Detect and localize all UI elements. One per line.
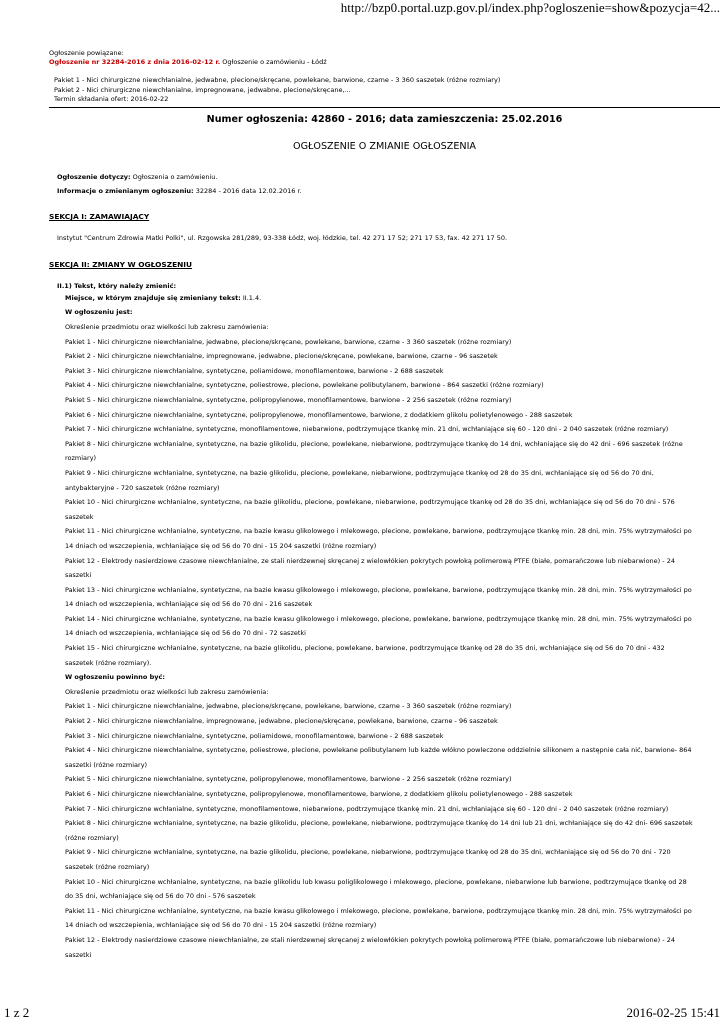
text-line: Pakiet 2 - Nici chirurgiczne niewchłanialne, impregnowane, jedwabne, plecione/skręcane, powlekane, barwione, czarne - 96 saszetek xyxy=(65,352,498,361)
text-line: Pakiet 2 - Nici chirurgiczne niewchłanialne, impregnowane, jedwabne, plecione/skręcane, powlekane, barwione, czarne - 96 saszetek xyxy=(65,717,498,726)
section-2-heading: SEKCJA II: ZMIANY W OGŁOSZENIU xyxy=(49,260,193,270)
text-line: Pakiet 13 - Nici chirurgiczne wchłanialne, syntetyczne, na bazie kwasu glikolowego i mlekowego, plecione, powlekane, barwione, podtrzymujące tkankę min. 28 dni, min. 75% wytrzymałości po xyxy=(65,585,692,594)
related-notice-line xyxy=(49,58,720,67)
text-line: Pakiet 11 - Nici chirurgiczne wchłanialne, syntetyczne, na bazie kwasu glikolowego i mlekowego, plecione, powlekane, barwione, podtrzymujące tkankę min. 28 dni, min. 75% wytrzymałości po xyxy=(65,906,692,915)
text-line: saszetek (różne rozmiary). xyxy=(65,658,152,667)
text-line: Pakiet 8 - Nici chirurgiczne wchłanialne, syntetyczne, na bazie glikolidu, plecione, powlekane, niebarwione, podtrzymujące tkankę do 14 dni lub 21 dni, wchłaniające się do 42 dni- 696 saszetek xyxy=(65,819,693,828)
changed-line xyxy=(57,185,720,199)
text-line: Pakiet 6 - Nici chirurgiczne niewchłanialne, syntetyczne, polipropylenowe, monofilamentowe, barwione, z dodatkiem glikolu polietylenowego - 288 saszetek xyxy=(65,790,573,799)
concerns-label: Ogłoszenie dotyczy: xyxy=(57,173,131,182)
section-1-heading: SEKCJA I: ZAMAWIAJĄCY xyxy=(49,212,150,222)
text-line: Pakiet 3 - Nici chirurgiczne niewchłanialne, syntetyczne, poliamidowe, monofilamentowe, barwione - 2 688 saszetek xyxy=(65,731,444,740)
text-line: Pakiet 12 - Elektrody nasierdziowe czasowe niewchłanialne, ze stali nierdzewnej skręcanej z wielowłókien pokrytych powłoką polimerową PTFE (białe, pomarańczowe lub niebarwione) - 24 xyxy=(65,935,675,944)
text-line: saszetki xyxy=(65,571,92,580)
text-line: saszetki (różne rozmiary) xyxy=(65,760,148,769)
related-notice-label: Ogłoszenie powiązane: xyxy=(49,49,124,57)
place-value: II.1.4. xyxy=(240,293,262,302)
text-line: Pakiet 1 - Nici chirurgiczne niewchłanialne, jedwabne, plecione/skręcane, powlekane, barwione, czarne - 3 360 saszetek (różne rozmiary) xyxy=(65,337,512,346)
is-label: W ogłoszeniu jest: xyxy=(65,308,133,317)
is-lines xyxy=(65,320,720,670)
text-line: Pakiet 14 - Nici chirurgiczne wchłanialne, syntetyczne, na bazie kwasu glikolowego i mlekowego, plecione, powlekane, barwione, podtrzymujące tkankę min. 28 dni, min. 75% wytrzymałości po xyxy=(65,614,692,623)
changed-value: 32284 - 2016 data 12.02.2016 r. xyxy=(193,186,302,195)
print-footer-datetime: 2016-02-25 15:41 xyxy=(626,1005,720,1020)
text-line: Pakiet 7 - Nici chirurgiczne wchłanialne, syntetyczne, monofilamentowe, niebarwione, podtrzymujące tkankę min. 21 dni, wchłaniające się 60 - 120 dni - 2 040 saszetek (różne rozmiary) xyxy=(65,425,669,434)
divider xyxy=(49,107,720,108)
changed-label: Informacje o zmienianym ogłoszeniu: xyxy=(57,186,194,195)
institution-info: Instytut "Centrum Zdrowia Matki Polki", ul. Rzgowska 281/289, 93-338 Łódź, woj. łódzkie, tel. 42 271 17 52; 271 17 53, fax. 42 271 17 50. xyxy=(57,234,508,243)
should-lines xyxy=(65,685,720,962)
text-line: Pakiet 5 - Nici chirurgiczne niewchłanialne, syntetyczne, polipropylenowe, monofilamentowe, barwione - 2 256 saszetek (różne rozmiary) xyxy=(65,775,512,784)
print-footer-page: 1 z 2 xyxy=(4,1005,30,1020)
text-line: Pakiet 1 - Nici chirurgiczne niewchłanialne, jedwabne, plecione/skręcane, powlekane, barwione, czarne - 3 360 saszetek (różne rozmiary) xyxy=(65,702,512,711)
related-package-line: Pakiet 1 - Nici chirurgiczne niewchłanialne, jedwabne, plecione/skręcane, powlekane, barwione, czarne - 3 360 saszetek (różne rozmiary) xyxy=(54,76,501,85)
concerns-line xyxy=(57,171,720,185)
text-line: Pakiet 12 - Elektrody nasierdziowe czasowe niewchłanialne, ze stali nierdzewnej skręcanej z wielowłókien pokrytych powłoką polimerową PTFE (białe, pomarańczowe lub niebarwione) - 24 xyxy=(65,556,675,565)
related-packages xyxy=(54,76,720,104)
text-line: Pakiet 4 - Nici chirurgiczne niewchłanialne, syntetyczne, poliestrowe, plecione, powlekane polibutylanem, barwione - 864 saszetki (różne rozmiary) xyxy=(65,381,544,390)
text-line: Pakiet 9 - Nici chirurgiczne wchłanialne, syntetyczne, na bazie glikolidu, plecione, powlekane, niebarwione, podtrzymujące tkankę od 28 do 35 dni, wchłaniające się od 56 do 70 dni, xyxy=(65,468,654,477)
text-line: Pakiet 8 - Nici chirurgiczne wchłanialne, syntetyczne, na bazie glikolidu, plecione, powlekane, niebarwione, podtrzymujące tkankę do 14 dni, wchłaniające się do 42 dni - 696 saszetek (różne xyxy=(65,439,683,448)
print-header-url: http://bzp0.portal.uzp.gov.pl/index.php?ogloszenie=show&pozycja=42... xyxy=(340,0,720,15)
place-line xyxy=(65,291,720,306)
should-label: W ogłoszeniu powinno być: xyxy=(65,673,165,682)
text-line: Pakiet 10 - Nici chirurgiczne wchłanialne, syntetyczne, na bazie glikolidu lub kwasu poliglikolowego i mlekowego, plecione, powlekane, niebarwione lub barwione, podtrzymujące tkankę od 28 xyxy=(65,877,687,886)
notice-about xyxy=(57,171,720,198)
text-line: (różne rozmiary) xyxy=(65,833,119,842)
section-2-subheading: II.1) Tekst, który należy zmienić: xyxy=(57,281,177,290)
related-notice-suffix: Ogłoszenie o zamówieniu - Łódź xyxy=(220,58,327,67)
related-notice-block xyxy=(49,49,720,104)
place-label: Miejsce, w którym znajduje się zmieniany tekst: xyxy=(65,293,241,302)
text-line: 14 dniach od wszczepienia, wchłaniające się od 56 do 70 dni - 216 saszetek xyxy=(65,600,313,609)
text-line: Określenie przedmiotu oraz wielkości lub zakresu zamówienia: xyxy=(65,323,269,332)
text-line: Pakiet 9 - Nici chirurgiczne wchłanialne, syntetyczne, na bazie glikolidu, plecione, powlekane, niebarwione, podtrzymujące tkankę od 28 do 35 dni, wchłaniające się od 56 do 70 dni - 720 xyxy=(65,848,671,857)
text-line: Pakiet 7 - Nici chirurgiczne wchłanialne, syntetyczne, monofilamentowe, niebarwione, podtrzymujące tkankę min. 21 dni, wchłaniające się 60 - 120 dni - 2 040 saszetek (różne rozmiary) xyxy=(65,804,669,813)
text-line: Pakiet 10 - Nici chirurgiczne wchłanialne, syntetyczne, na bazie glikolidu, plecione, powlekane, niebarwione, podtrzymujące tkankę od 28 do 35 dni, wchłaniające się od 56 do 70 dni - 576 xyxy=(65,498,675,507)
text-line: 14 dniach od wszczepienia, wchłaniające się od 56 do 70 dni - 15 204 saszetki (różne rozmiary) xyxy=(65,541,377,550)
change-text xyxy=(65,291,720,962)
text-line: Pakiet 15 - Nici chirurgiczne wchłanialne, syntetyczne, na bazie glikolidu, plecione, powlekane, barwione, podtrzymujące tkankę od 28 do 35 dni, wchłaniające się od 56 do 70 dni - 432 xyxy=(65,644,665,653)
text-line: rozmiary) xyxy=(65,454,97,463)
text-line: saszetek xyxy=(65,512,94,521)
notice-number: Numer ogłoszenia: 42860 - 2016; data zamieszczenia: 25.02.2016 xyxy=(206,114,563,126)
text-line: Pakiet 4 - Nici chirurgiczne niewchłanialne, syntetyczne, poliestrowe, plecione, powlekane polibutylanem lub każde włókno powleczone oddzielnie silikonem a następnie cała nić, barwione- 864 xyxy=(65,746,692,755)
text-line: Pakiet 5 - Nici chirurgiczne niewchłanialne, syntetyczne, polipropylenowe, monofilamentowe, barwione - 2 256 saszetek (różne rozmiary) xyxy=(65,395,512,404)
text-line: Pakiet 6 - Nici chirurgiczne niewchłanialne, syntetyczne, polipropylenowe, monofilamentowe, barwione, z dodatkiem glikolu polietylenowego - 288 saszetek xyxy=(65,410,573,419)
related-package-line: Pakiet 2 - Nici chirurgiczne niewchłanialne, impregnowane, jedwabne, plecione/skręcane,... xyxy=(54,85,351,94)
text-line: saszetki xyxy=(65,950,92,959)
related-notice-link[interactable]: Ogłoszenie nr 32284-2016 z dnia 2016-02-12 r. xyxy=(49,58,221,67)
text-line: Pakiet 3 - Nici chirurgiczne niewchłanialne, syntetyczne, poliamidowe, monofilamentowe, barwione - 2 688 saszetek xyxy=(65,366,444,375)
notice-title: OGŁOSZENIE O ZMIANIE OGŁOSZENIA xyxy=(293,141,476,153)
text-line: do 35 dni, wchłaniające się od 56 do 70 dni - 576 saszetek xyxy=(65,892,256,901)
text-line: 14 dniach od wszczepienia, wchłaniające się od 56 do 70 dni - 72 saszetki xyxy=(65,629,306,638)
text-line: Określenie przedmiotu oraz wielkości lub zakresu zamówienia: xyxy=(65,687,269,696)
text-line: saszetek (różne rozmiary) xyxy=(65,862,150,871)
concerns-value: Ogłoszenia o zamówieniu. xyxy=(130,173,218,182)
text-line: 14 dniach od wszczepienia, wchłaniające się od 56 do 70 dni - 15 204 saszetki (różne rozmiary) xyxy=(65,921,377,930)
related-deadline-line: Termin składania ofert: 2016-02-22 xyxy=(54,94,169,103)
text-line: Pakiet 11 - Nici chirurgiczne wchłanialne, syntetyczne, na bazie kwasu glikolowego i mlekowego, plecione, powlekane, barwione, podtrzymujące tkankę min. 28 dni, min. 75% wytrzymałości po xyxy=(65,527,692,536)
notice-body xyxy=(49,114,720,962)
text-line: antybakteryjne - 720 saszetek (różne rozmiary) xyxy=(65,483,220,492)
document xyxy=(49,49,720,962)
